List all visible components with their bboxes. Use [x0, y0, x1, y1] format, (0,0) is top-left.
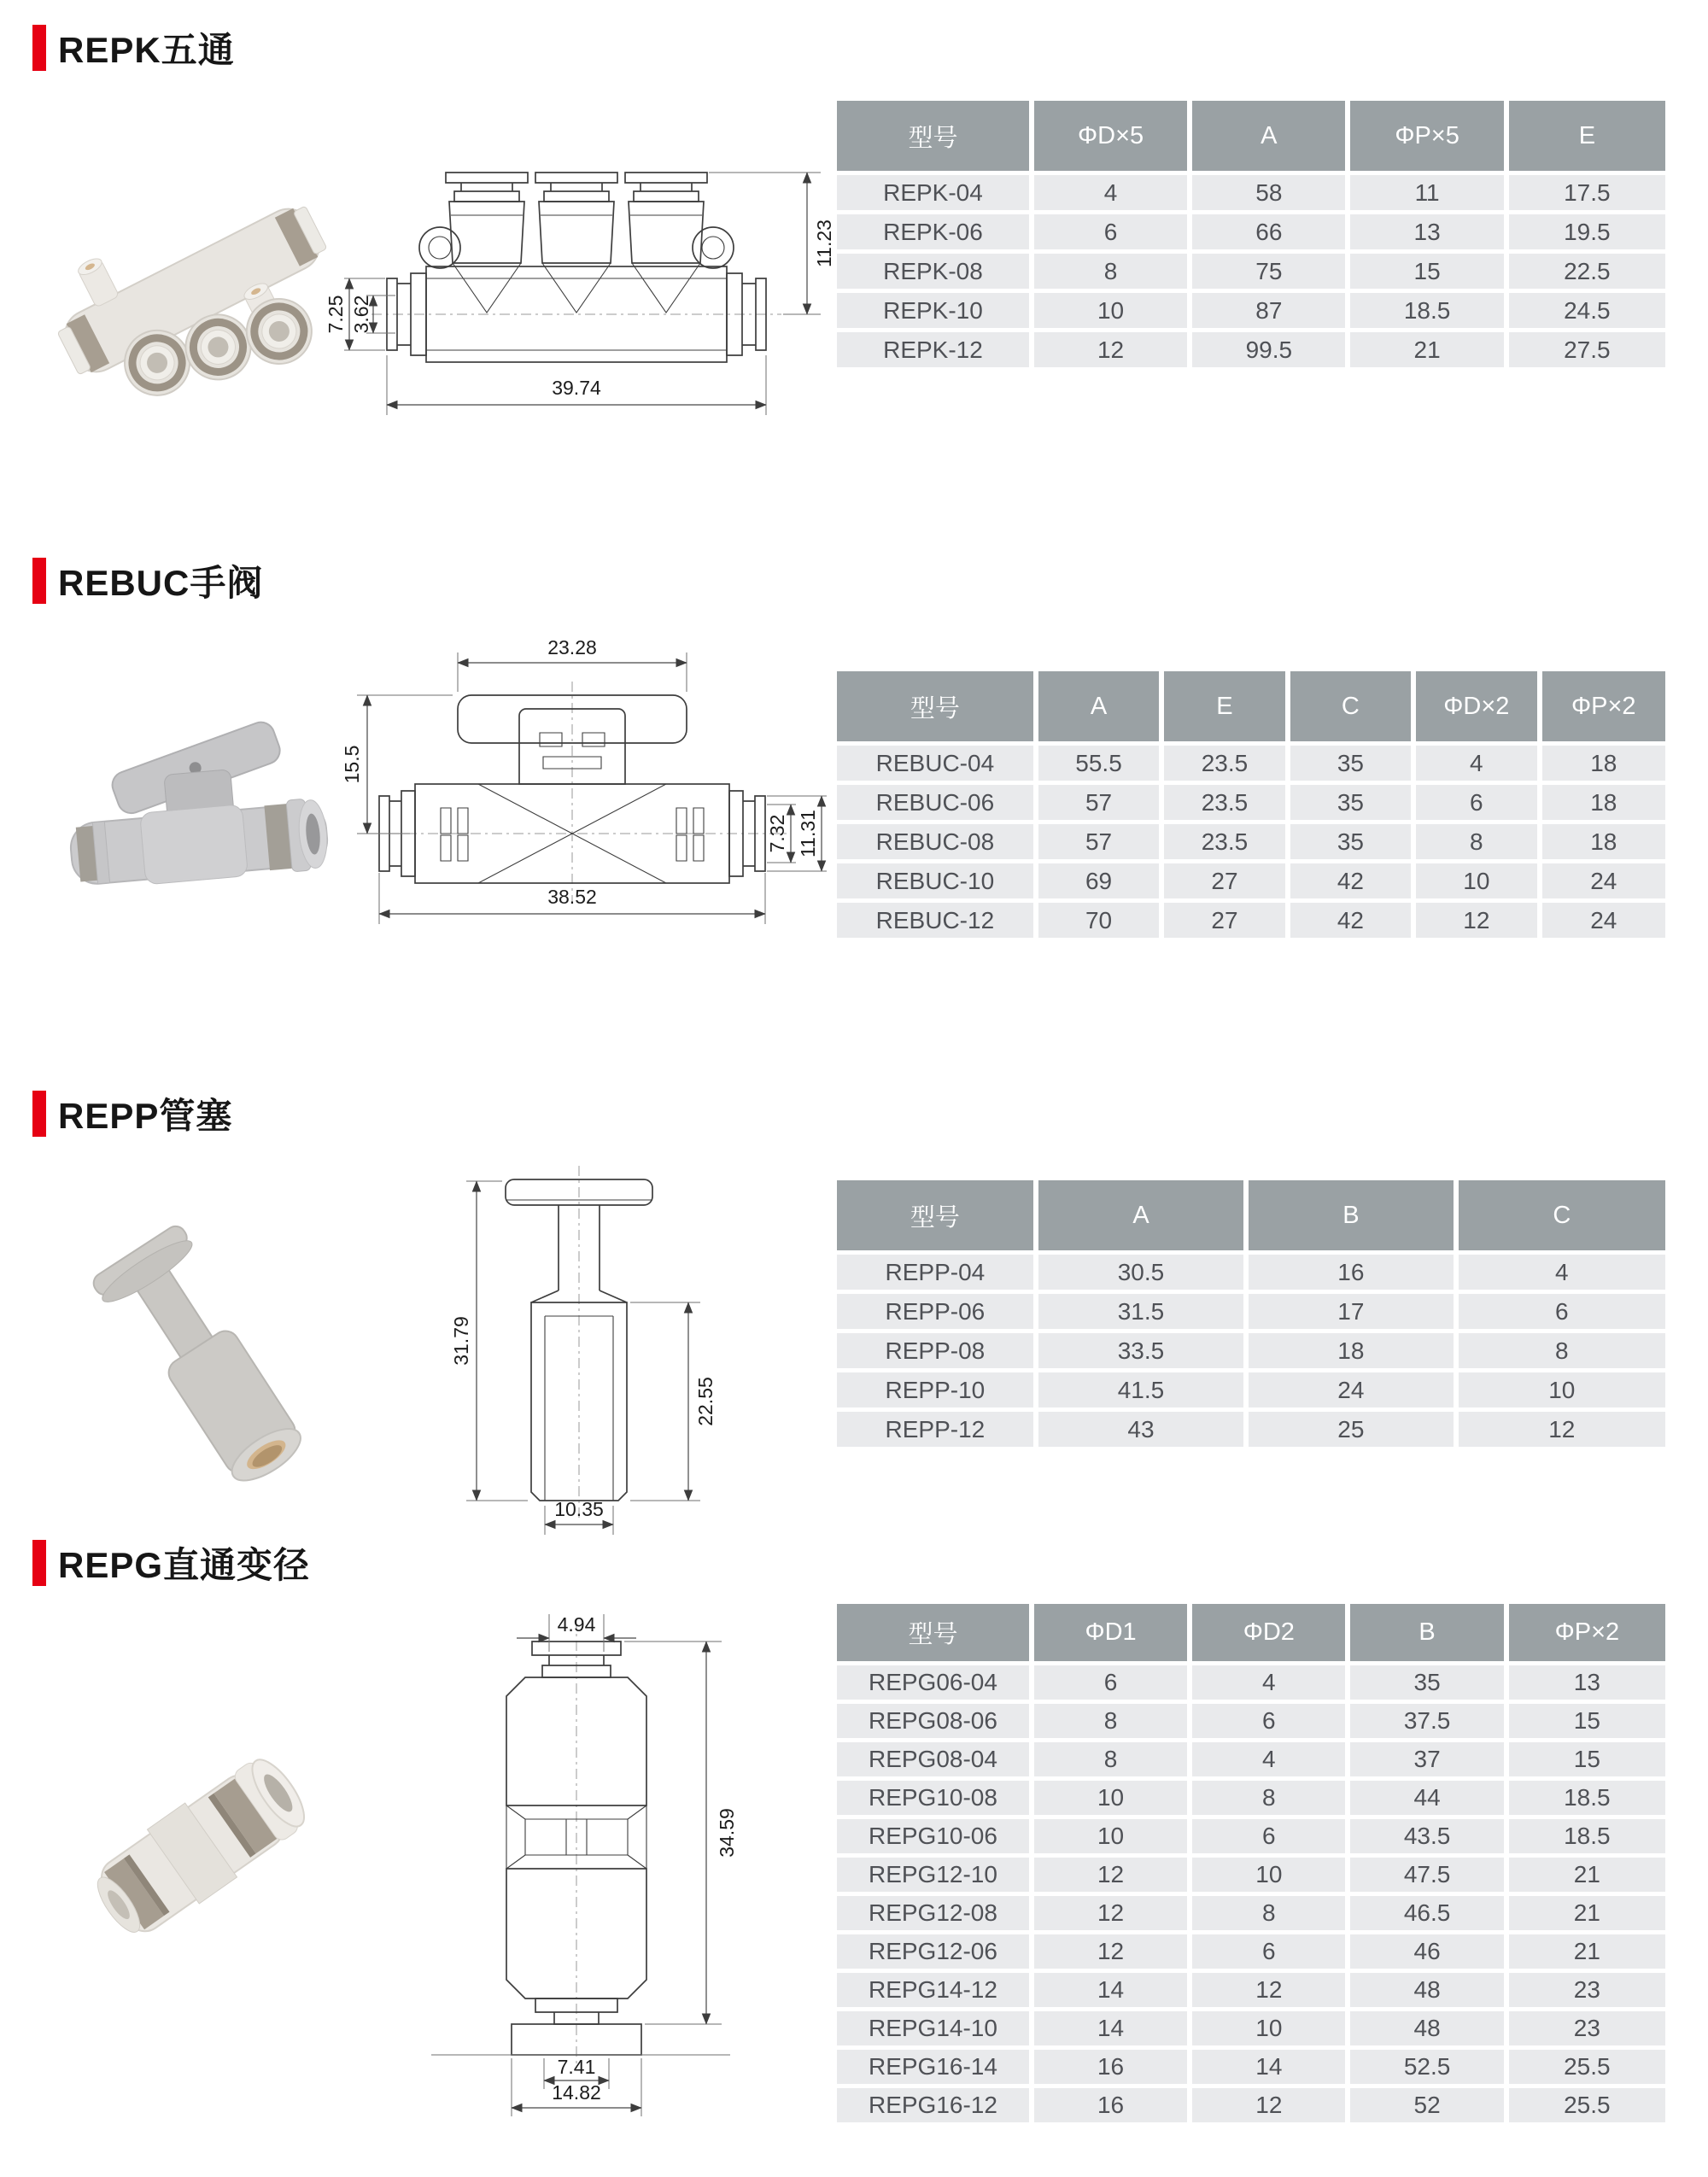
- value-cell: 24: [1540, 901, 1665, 940]
- column-header: A: [1036, 1180, 1246, 1253]
- value-cell: 8: [1032, 252, 1190, 291]
- value-cell: 22.5: [1506, 252, 1665, 291]
- value-cell: 47.5: [1348, 1856, 1506, 1894]
- product-photo-repp: [73, 1187, 329, 1520]
- value-cell: 10: [1190, 2010, 1348, 2048]
- value-cell: 4: [1032, 173, 1190, 213]
- column-header: ΦD2: [1190, 1604, 1348, 1664]
- model-cell: REPG08-06: [837, 1702, 1032, 1741]
- value-cell: 15: [1348, 252, 1506, 291]
- model-cell: REPG12-10: [837, 1856, 1032, 1894]
- model-cell: REPP-10: [837, 1371, 1036, 1410]
- product-photo-repk: [43, 158, 342, 423]
- section-title-repk: [32, 22, 235, 73]
- value-cell: 10: [1190, 1856, 1348, 1894]
- dimension-label: 38.52: [547, 886, 597, 908]
- value-cell: 4: [1190, 1741, 1348, 1779]
- model-cell: REPG10-08: [837, 1779, 1032, 1817]
- value-cell: 14: [1190, 2048, 1348, 2086]
- model-cell: REPG06-04: [837, 1664, 1032, 1702]
- value-cell: 18: [1540, 822, 1665, 862]
- section-title-repp: [32, 1088, 232, 1139]
- model-cell: REBUC-12: [837, 901, 1036, 940]
- value-cell: 37.5: [1348, 1702, 1506, 1741]
- value-cell: 19.5: [1506, 213, 1665, 252]
- repk-spec-table: [837, 101, 1665, 372]
- dimension-label: 7.41: [557, 2056, 596, 2078]
- value-cell: 37: [1348, 1741, 1506, 1779]
- technical-drawing-repk: [312, 120, 841, 453]
- value-cell: 10: [1456, 1371, 1665, 1410]
- value-cell: 6: [1032, 1664, 1190, 1702]
- dimension-label: 4.94: [557, 1613, 596, 1636]
- value-cell: 17.5: [1506, 173, 1665, 213]
- value-cell: 18: [1540, 783, 1665, 822]
- value-cell: 8: [1032, 1702, 1190, 1741]
- value-cell: 58: [1190, 173, 1348, 213]
- table-row: [837, 1894, 1665, 1933]
- value-cell: 11: [1348, 173, 1506, 213]
- table-row: [837, 1779, 1665, 1817]
- value-cell: 14: [1032, 2010, 1190, 2048]
- value-cell: 35: [1288, 822, 1413, 862]
- model-cell: REPG12-08: [837, 1894, 1032, 1933]
- section-heading: REPG直通变径: [58, 1545, 311, 1585]
- technical-drawing-repg: [397, 1590, 764, 2137]
- section-heading: REPK五通: [58, 30, 235, 70]
- table-row: [837, 862, 1665, 901]
- model-cell: REPP-08: [837, 1331, 1036, 1371]
- column-header: E: [1506, 101, 1665, 173]
- column-header: B: [1348, 1604, 1506, 1664]
- column-header: C: [1288, 671, 1413, 744]
- value-cell: 6: [1032, 213, 1190, 252]
- dimension-lines: [325, 173, 835, 415]
- value-cell: 69: [1036, 862, 1161, 901]
- value-cell: 87: [1190, 291, 1348, 331]
- value-cell: 15: [1506, 1702, 1665, 1741]
- value-cell: 43.5: [1348, 1817, 1506, 1856]
- value-cell: 30.5: [1036, 1253, 1246, 1292]
- dimension-label: 23.28: [547, 636, 597, 658]
- value-cell: 99.5: [1190, 331, 1348, 370]
- value-cell: 8: [1190, 1779, 1348, 1817]
- column-header: ΦP×2: [1506, 1604, 1665, 1664]
- value-cell: 75: [1190, 252, 1348, 291]
- table-row: [837, 1664, 1665, 1702]
- model-cell: REPK-12: [837, 331, 1032, 370]
- dimension-label: 22.55: [694, 1377, 717, 1426]
- product-photo-repg: [60, 1712, 325, 1994]
- rebuc-spec-table: [837, 671, 1665, 942]
- value-cell: 21: [1506, 1856, 1665, 1894]
- value-cell: 23.5: [1161, 783, 1287, 822]
- table-row: [837, 1817, 1665, 1856]
- table-header-row: [837, 101, 1665, 173]
- table-row: [837, 1410, 1665, 1449]
- dimension-label: 11.31: [797, 810, 819, 857]
- table-row: [837, 822, 1665, 862]
- table-row: [837, 744, 1665, 783]
- value-cell: 12: [1190, 2086, 1348, 2125]
- value-cell: 13: [1348, 213, 1506, 252]
- value-cell: 18.5: [1506, 1817, 1665, 1856]
- column-header: A: [1036, 671, 1161, 744]
- repp-plug-illustration: [90, 1222, 320, 1497]
- value-cell: 10: [1032, 291, 1190, 331]
- repg-union-illustration: [83, 1747, 317, 1949]
- value-cell: 33.5: [1036, 1331, 1246, 1371]
- value-cell: 46: [1348, 1933, 1506, 1971]
- value-cell: 23: [1506, 2010, 1665, 2048]
- value-cell: 8: [1456, 1331, 1665, 1371]
- dimension-label: 7.32: [766, 814, 788, 853]
- value-cell: 24: [1540, 862, 1665, 901]
- value-cell: 12: [1032, 1856, 1190, 1894]
- value-cell: 21: [1506, 1894, 1665, 1933]
- dimension-label: 39.74: [552, 377, 601, 399]
- table-row: [837, 1933, 1665, 1971]
- value-cell: 17: [1246, 1292, 1455, 1331]
- value-cell: 27: [1161, 901, 1287, 940]
- value-cell: 8: [1032, 1741, 1190, 1779]
- dimension-lines: [450, 1181, 717, 1535]
- model-cell: REBUC-08: [837, 822, 1036, 862]
- value-cell: 18: [1540, 744, 1665, 783]
- column-header: ΦD×2: [1413, 671, 1539, 744]
- column-header: ΦP×5: [1348, 101, 1506, 173]
- table-row: [837, 1856, 1665, 1894]
- section-accent-bar: [32, 1091, 46, 1137]
- value-cell: 24.5: [1506, 291, 1665, 331]
- column-header: 型号: [837, 671, 1036, 744]
- dimension-label: 31.79: [450, 1316, 472, 1366]
- section-heading: REBUC手阀: [58, 563, 264, 603]
- model-cell: REPG10-06: [837, 1817, 1032, 1856]
- part-outline: [431, 1642, 730, 2055]
- dimension-label: 10.35: [554, 1498, 604, 1520]
- model-cell: REPK-04: [837, 173, 1032, 213]
- value-cell: 66: [1190, 213, 1348, 252]
- value-cell: 46.5: [1348, 1894, 1506, 1933]
- model-cell: REPK-10: [837, 291, 1032, 331]
- value-cell: 48: [1348, 2010, 1506, 2048]
- value-cell: 23: [1506, 1971, 1665, 2010]
- model-cell: REPG12-06: [837, 1933, 1032, 1971]
- table-row: [837, 1331, 1665, 1371]
- dimension-label: 14.82: [552, 2081, 601, 2104]
- value-cell: 6: [1190, 1817, 1348, 1856]
- value-cell: 18.5: [1506, 1779, 1665, 1817]
- section-accent-bar: [32, 25, 46, 71]
- repp-spec-table: [837, 1180, 1665, 1451]
- value-cell: 10: [1032, 1817, 1190, 1856]
- table-row: [837, 1741, 1665, 1779]
- model-cell: REPG16-14: [837, 2048, 1032, 2086]
- model-cell: REBUC-04: [837, 744, 1036, 783]
- model-cell: REPG16-12: [837, 2086, 1032, 2125]
- technical-drawing-rebuc: [307, 615, 845, 961]
- value-cell: 8: [1190, 1894, 1348, 1933]
- dimension-label: 34.59: [716, 1808, 738, 1858]
- table-row: [837, 2048, 1665, 2086]
- rebuc-valve-illustration: [61, 714, 330, 891]
- value-cell: 57: [1036, 783, 1161, 822]
- table-row: [837, 252, 1665, 291]
- value-cell: 25: [1246, 1410, 1455, 1449]
- value-cell: 35: [1288, 783, 1413, 822]
- value-cell: 41.5: [1036, 1371, 1246, 1410]
- column-header: ΦD×5: [1032, 101, 1190, 173]
- section-title-rebuc: [32, 555, 263, 606]
- value-cell: 4: [1456, 1253, 1665, 1292]
- value-cell: 6: [1413, 783, 1539, 822]
- value-cell: 57: [1036, 822, 1161, 862]
- value-cell: 6: [1190, 1933, 1348, 1971]
- value-cell: 4: [1413, 744, 1539, 783]
- part-outline: [387, 173, 766, 362]
- repg-spec-table: [837, 1604, 1665, 2127]
- table-row: [837, 783, 1665, 822]
- value-cell: 13: [1506, 1664, 1665, 1702]
- column-header: 型号: [837, 1604, 1032, 1664]
- column-header: A: [1190, 101, 1348, 173]
- column-header: 型号: [837, 101, 1032, 173]
- model-cell: REPK-06: [837, 213, 1032, 252]
- table-row: [837, 2010, 1665, 2048]
- value-cell: 12: [1190, 1971, 1348, 2010]
- value-cell: 12: [1032, 331, 1190, 370]
- value-cell: 10: [1413, 862, 1539, 901]
- value-cell: 48: [1348, 1971, 1506, 2010]
- value-cell: 52.5: [1348, 2048, 1506, 2086]
- value-cell: 27: [1161, 862, 1287, 901]
- table-header-row: [837, 1180, 1665, 1253]
- column-header: B: [1246, 1180, 1455, 1253]
- value-cell: 52: [1348, 2086, 1506, 2125]
- column-header: E: [1161, 671, 1287, 744]
- value-cell: 21: [1348, 331, 1506, 370]
- section-heading: REPP管塞: [58, 1096, 233, 1136]
- table-row: [837, 291, 1665, 331]
- column-header: ΦD1: [1032, 1604, 1190, 1664]
- model-cell: REPP-06: [837, 1292, 1036, 1331]
- value-cell: 42: [1288, 901, 1413, 940]
- dimension-label: 11.23: [813, 219, 835, 267]
- dimension-lines: [512, 1613, 738, 2116]
- table-row: [837, 173, 1665, 213]
- value-cell: 10: [1032, 1779, 1190, 1817]
- model-cell: REBUC-06: [837, 783, 1036, 822]
- value-cell: 25.5: [1506, 2086, 1665, 2125]
- repk-fitting-illustration: [43, 161, 342, 423]
- dimension-label: 3.62: [350, 295, 372, 334]
- dimension-label: 7.25: [325, 295, 347, 334]
- value-cell: 35: [1288, 744, 1413, 783]
- value-cell: 6: [1190, 1702, 1348, 1741]
- table-header-row: [837, 1604, 1665, 1664]
- table-row: [837, 213, 1665, 252]
- value-cell: 12: [1032, 1933, 1190, 1971]
- model-cell: REPG08-04: [837, 1741, 1032, 1779]
- value-cell: 42: [1288, 862, 1413, 901]
- model-cell: REPG14-10: [837, 2010, 1032, 2048]
- column-header: ΦP×2: [1540, 671, 1665, 744]
- model-cell: REPG14-12: [837, 1971, 1032, 2010]
- column-header: C: [1456, 1180, 1665, 1253]
- value-cell: 15: [1506, 1741, 1665, 1779]
- table-header-row: [837, 671, 1665, 744]
- section-title-repg: [32, 1537, 310, 1589]
- model-cell: REBUC-10: [837, 862, 1036, 901]
- value-cell: 12: [1032, 1894, 1190, 1933]
- value-cell: 14: [1032, 1971, 1190, 2010]
- centerline: [364, 682, 789, 902]
- table-row: [837, 331, 1665, 370]
- value-cell: 16: [1032, 2086, 1190, 2125]
- dimension-lines: [341, 636, 827, 924]
- value-cell: 31.5: [1036, 1292, 1246, 1331]
- section-accent-bar: [32, 558, 46, 604]
- value-cell: 27.5: [1506, 331, 1665, 370]
- value-cell: 4: [1190, 1664, 1348, 1702]
- table-row: [837, 1971, 1665, 2010]
- value-cell: 35: [1348, 1664, 1506, 1702]
- value-cell: 55.5: [1036, 744, 1161, 783]
- column-header: 型号: [837, 1180, 1036, 1253]
- section-accent-bar: [32, 1540, 46, 1586]
- table-row: [837, 2086, 1665, 2125]
- dimension-label: 15.5: [341, 745, 363, 784]
- technical-drawing-repp: [400, 1132, 767, 1542]
- value-cell: 43: [1036, 1410, 1246, 1449]
- table-row: [837, 1292, 1665, 1331]
- value-cell: 23.5: [1161, 744, 1287, 783]
- table-row: [837, 1371, 1665, 1410]
- model-cell: REPK-08: [837, 252, 1032, 291]
- value-cell: 12: [1413, 901, 1539, 940]
- value-cell: 23.5: [1161, 822, 1287, 862]
- value-cell: 44: [1348, 1779, 1506, 1817]
- value-cell: 18: [1246, 1331, 1455, 1371]
- value-cell: 6: [1456, 1292, 1665, 1331]
- value-cell: 70: [1036, 901, 1161, 940]
- value-cell: 21: [1506, 1933, 1665, 1971]
- table-row: [837, 1253, 1665, 1292]
- value-cell: 18.5: [1348, 291, 1506, 331]
- value-cell: 16: [1246, 1253, 1455, 1292]
- value-cell: 16: [1032, 2048, 1190, 2086]
- value-cell: 12: [1456, 1410, 1665, 1449]
- model-cell: REPP-12: [837, 1410, 1036, 1449]
- value-cell: 8: [1413, 822, 1539, 862]
- table-row: [837, 901, 1665, 940]
- value-cell: 25.5: [1506, 2048, 1665, 2086]
- model-cell: REPP-04: [837, 1253, 1036, 1292]
- table-row: [837, 1702, 1665, 1741]
- value-cell: 24: [1246, 1371, 1455, 1410]
